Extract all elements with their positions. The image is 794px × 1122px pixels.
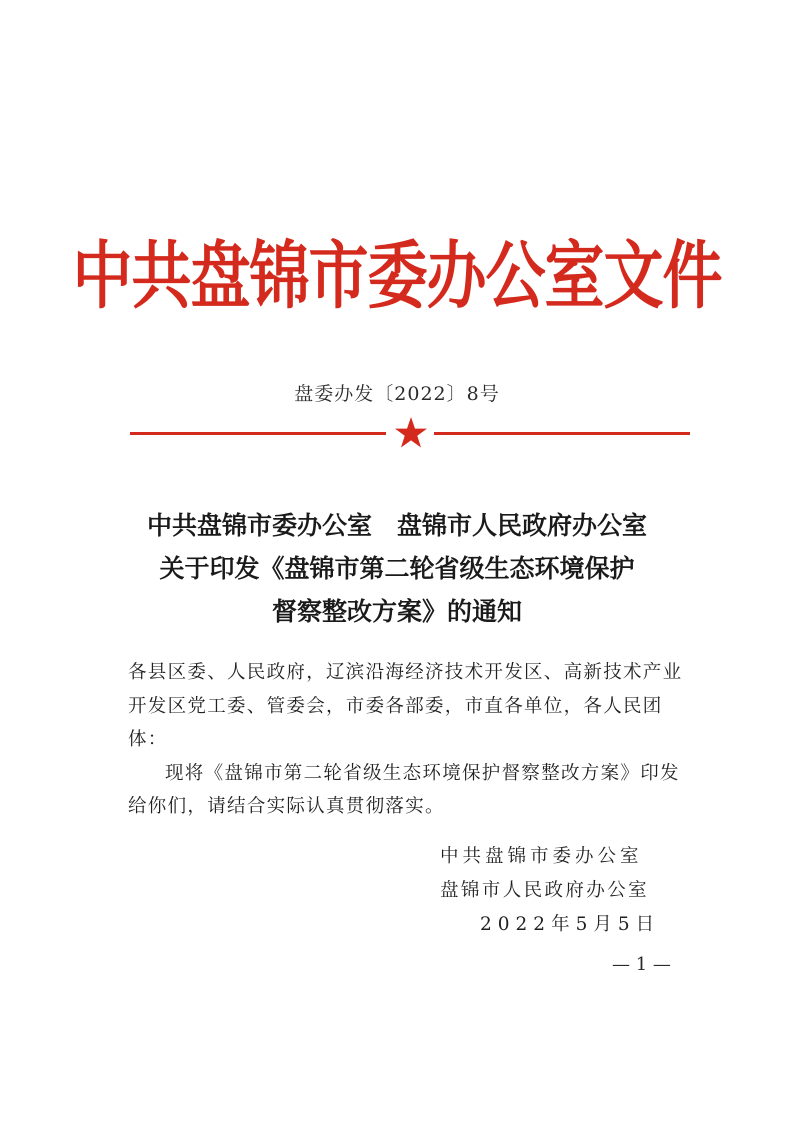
divider-line-right bbox=[434, 432, 690, 435]
red-divider bbox=[130, 416, 690, 452]
title-line-3: 督察整改方案》的通知 bbox=[271, 597, 522, 626]
notice-title bbox=[0, 504, 794, 633]
document-number: 盘委办发〔2022〕8号 bbox=[294, 383, 500, 405]
signature-date: 2022年5月5日 bbox=[480, 914, 661, 935]
signature-org-2: 盘锦市人民政府办公室 bbox=[440, 880, 650, 901]
page-number: — 1 — bbox=[612, 954, 671, 975]
masthead-title: 中共盘锦市委办公室文件 bbox=[72, 233, 722, 320]
signature-block bbox=[440, 840, 700, 942]
notice-body bbox=[128, 656, 688, 824]
title-line-2: 关于印发《盘锦市第二轮省级生态环境保护 bbox=[159, 554, 635, 583]
addressee-paragraph: 各县区委、人民政府，辽滨沿海经济技术开发区、高新技术产业开发区党工委、管委会，市委各部委，市直各单位，各人民团体： bbox=[128, 662, 683, 750]
content-paragraph: 现将《盘锦市第二轮省级生态环境保护督察整改方案》印发给你们，请结合实际认真贯彻落实。 bbox=[128, 762, 680, 817]
star-icon bbox=[394, 416, 428, 450]
signature-org-1: 中共盘锦市委办公室 bbox=[440, 846, 643, 867]
title-line-1: 中共盘锦市委办公室 盘锦市人民政府办公室 bbox=[146, 511, 647, 540]
divider-line-left bbox=[130, 432, 386, 435]
